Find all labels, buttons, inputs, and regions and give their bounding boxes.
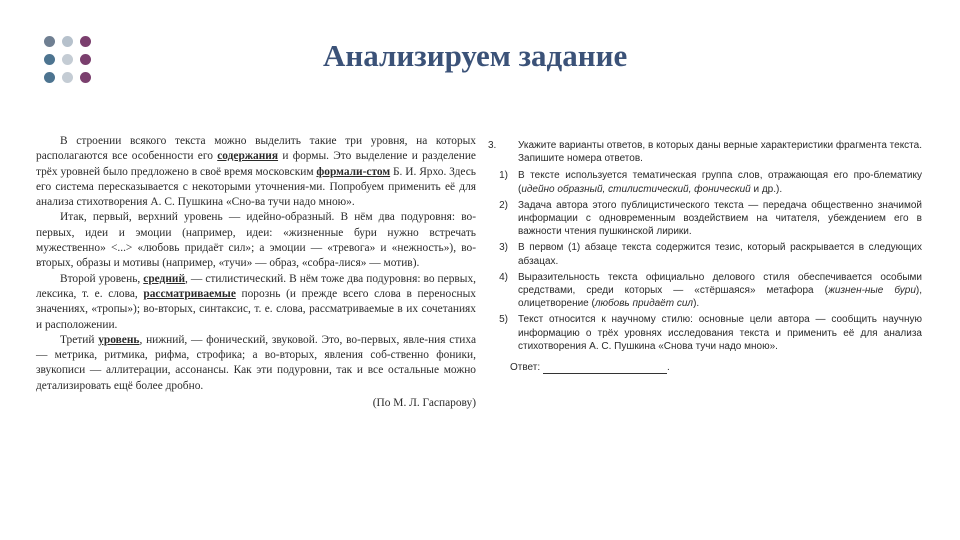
decorative-dot — [62, 54, 73, 65]
paragraph-4: Третий уровень, нижний, — фонический, звуковой. Это, во-первых, явле-ния стиха — метрика, ритмика, рифма, строфика; а во-вторых, явления соб-ственно фоники, звукописи — аллитерации, ассонансы. Как эти подуровни, так и все остальные можно детализировать ещё более дробно. — [36, 333, 477, 392]
decorative-dot — [80, 54, 91, 65]
answer-label: Ответ: — [510, 362, 543, 374]
source-attribution: (По М. Л. Гаспарову) — [372, 397, 476, 410]
option-2: 2) Задача автора этого публицистического текста — передача общественно значимой информации с одновременным воздействием на читателя, убеждением его в важности чтения пушкинской лирики. — [499, 199, 922, 238]
option-1: 1) В тексте используется тематическая группа слов, отражающая его про-блематику (идейно образный, стилистический, фонический и др.). — [499, 170, 922, 195]
decorative-dot — [44, 72, 55, 83]
paragraph-3: Второй уровень, средний, — стилистический. В нём тоже два подуровня: во первых, лексика, т. е. слова, рассматриваемые порознь (и прежде всего слова в переносных значениях, «тропы»); во-вторых, синтаксис, т. е. слова, рассматриваемые в их сочетаниях и расположении. — [36, 272, 476, 331]
decorative-dot — [62, 36, 73, 47]
source-text — [36, 134, 476, 411]
decorative-dot — [62, 72, 73, 83]
decorative-dot — [80, 36, 91, 47]
task-number: 3. — [488, 140, 497, 151]
paragraph-1: В строении всякого текста можно выделить такие три уровня, на которых располагаются все особенности его содержания и формы. Это выделение и разделение трёх уровней было предложено в своё время московским формали-стом Б. И. Ярхо. Здесь его система пересказывается с некоторыми уточнения-ми. Попробуем применить её для анализа стихотворения А. С. Пушкина «Сно-ва тучи надо мною». — [36, 135, 476, 209]
task-question-text: Укажите варианты ответов, в которых даны верные характеристики фрагмента текста. Запишите номера ответов. — [518, 140, 922, 165]
decorative-dots — [44, 36, 96, 84]
answer-line: Ответ: . — [510, 362, 670, 374]
task-question — [488, 139, 922, 165]
page-title: Анализируем задание — [323, 38, 628, 73]
task-block — [488, 139, 922, 374]
decorative-dot — [44, 36, 55, 47]
option-4: 4) Выразительность текста официально делового стиля обеспечивается особыми средствами, среди которых — «стёршаяся» метафора (жизнен-ные бури), олицетворение (любовь придаёт сил). — [499, 271, 922, 310]
option-5: 5) Текст относится к научному стилю: основные цели автора — сообщить научную информацию о трёх уровнях исследования текста и применить её для анализа стихотворения А. С. Пушкина «Снова тучи надо мною». — [499, 314, 922, 352]
option-3: 3) В первом (1) абзаце текста содержится тезис, который раскрывается в следующих абзацах. — [499, 242, 922, 267]
paragraph-2: Итак, первый, верхний уровень — идейно-образный. В нём два подуровня: во-первых, идеи и эмоции (например, идеи: «жизненные бури нужно встречать мужественно» <...> «любовь придаёт сил»; а эмоции — «тревога» и «нежность»), во-вторых, образы и мотивы (например, «тучи» — образ, «собра-лися» — мотив). — [36, 211, 476, 270]
decorative-dot — [44, 54, 55, 65]
answer-blank[interactable] — [543, 363, 667, 374]
decorative-dot — [80, 72, 91, 83]
